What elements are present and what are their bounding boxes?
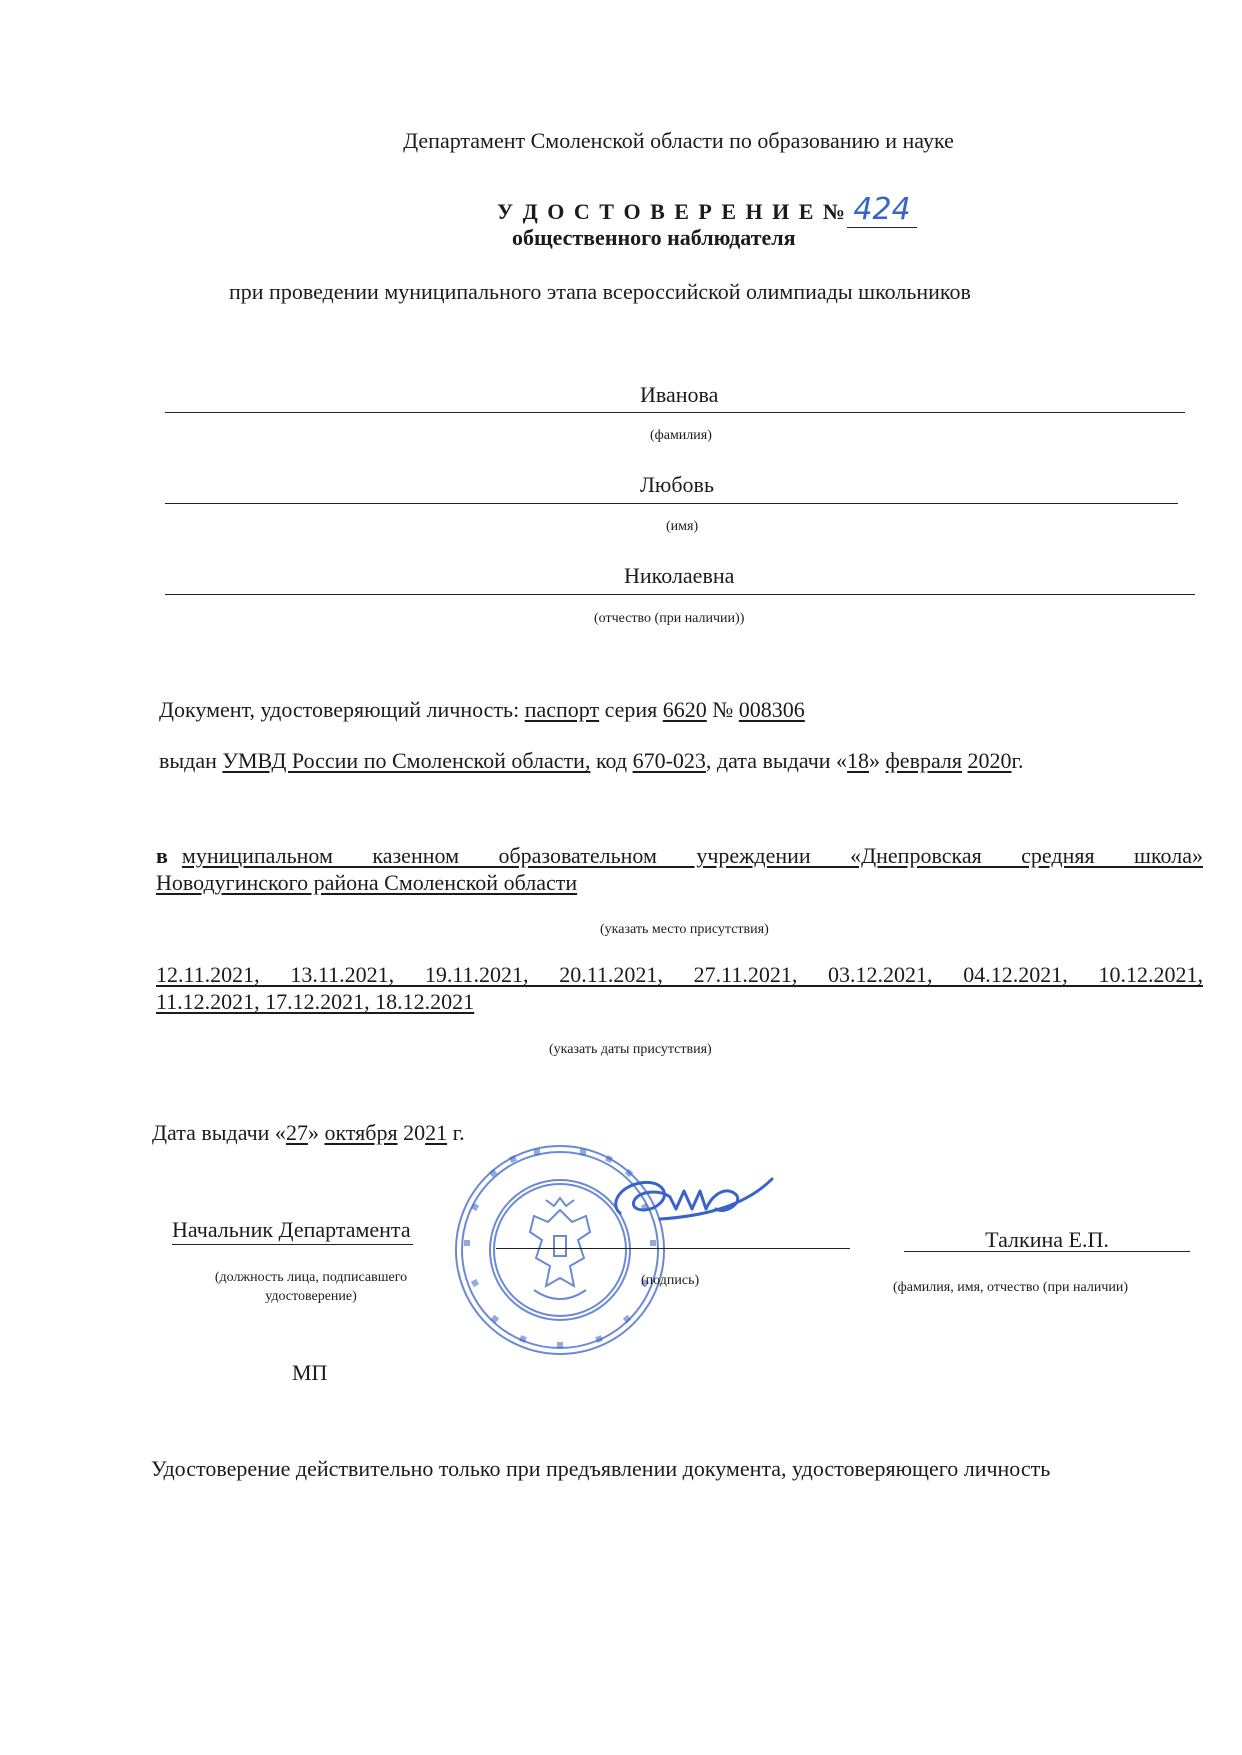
signature-line bbox=[496, 1248, 850, 1249]
issue-month: февраля bbox=[885, 748, 963, 773]
place-prefix: в bbox=[156, 843, 168, 868]
name-line bbox=[165, 503, 1178, 504]
issue-day: 18 bbox=[847, 748, 870, 773]
issue-mid: » bbox=[307, 1120, 325, 1145]
certificate-title-text: У Д О С Т О В Е Р Е Н И Е № bbox=[497, 199, 848, 224]
signer-name-caption: (фамилия, имя, отчество (при наличии) bbox=[893, 1280, 1129, 1295]
attendance-dates-line-2: 11.12.2021, 17.12.2021, 18.12.2021 bbox=[156, 989, 475, 1014]
certificate-issue-year-suffix: 21 bbox=[425, 1120, 448, 1145]
certificate-purpose: при проведении муниципального этапа всероссийской олимпиады школьников bbox=[229, 279, 971, 304]
place-name-line-1: муниципальном казенном образовательном учреждении «Днепровская средняя школа» bbox=[181, 843, 1203, 868]
identity-doc-type: паспорт bbox=[524, 697, 600, 722]
certificate-number: 424 bbox=[847, 192, 917, 228]
signer-position-caption-line-2: удостоверение) bbox=[265, 1289, 357, 1304]
identity-number-label: № bbox=[706, 697, 739, 722]
name-value: Любовь bbox=[640, 472, 714, 497]
code-label: код bbox=[590, 748, 633, 773]
issuer: УМВД России по Смоленской области, bbox=[222, 748, 591, 773]
issue-year-prefix: 20 bbox=[397, 1120, 426, 1145]
issue-end: г. bbox=[447, 1120, 465, 1145]
name-caption: (имя) bbox=[666, 519, 699, 534]
signer-position-caption bbox=[186, 1268, 436, 1306]
issue-date-line bbox=[152, 1120, 465, 1146]
signer-position-caption-line-1: (должность лица, подписавшего bbox=[214, 1270, 408, 1285]
issue-date-label: Дата выдачи « bbox=[152, 1120, 286, 1145]
issue-year-suffix: г. bbox=[1011, 748, 1024, 773]
issue-date-mid: » bbox=[869, 748, 886, 773]
identity-number: 008306 bbox=[738, 697, 805, 722]
issued-label: выдан bbox=[159, 748, 223, 773]
place-name-line-2: Новодугинского района Смоленской области bbox=[156, 870, 578, 895]
certificate-title bbox=[497, 192, 917, 228]
identity-label: Документ, удостоверяющий личность: bbox=[159, 697, 525, 722]
seal-place-mark: МП bbox=[292, 1360, 328, 1385]
identity-series: 6620 bbox=[662, 697, 707, 722]
certificate-issue-day: 27 bbox=[285, 1120, 308, 1145]
identity-issue-line bbox=[159, 748, 1024, 774]
surname-value: Иванова bbox=[640, 382, 719, 407]
issuer-code: 670-023 bbox=[632, 748, 706, 773]
issue-year: 2020 bbox=[967, 748, 1012, 773]
surname-line bbox=[165, 412, 1185, 413]
place-line-1 bbox=[156, 843, 1203, 869]
certificate-issue-month: октября bbox=[324, 1120, 398, 1145]
signer-position: Начальник Департамента bbox=[172, 1217, 413, 1245]
surname-caption: (фамилия) bbox=[650, 428, 712, 443]
patronymic-value: Николаевна bbox=[624, 563, 735, 588]
attendance-dates-line-1: 12.11.2021, 13.11.2021, 19.11.2021, 20.11.2021, 27.11.2021, 03.12.2021, 04.12.2021, 10.12.2021, bbox=[156, 962, 1203, 987]
signer-name: Талкина Е.П. bbox=[904, 1229, 1190, 1252]
dates-caption: (указать даты присутствия) bbox=[549, 1042, 712, 1057]
identity-document-line bbox=[159, 697, 805, 723]
validity-note: Удостоверение действительно только при предъявлении документа, удостоверяющего личность bbox=[151, 1456, 1051, 1481]
signature-caption: (подпись) bbox=[641, 1273, 700, 1288]
patronymic-line bbox=[165, 594, 1195, 595]
department-name: Департамент Смоленской области по образованию и науке bbox=[403, 128, 954, 153]
place-caption: (указать место присутствия) bbox=[600, 922, 769, 937]
patronymic-caption: (отчество (при наличии)) bbox=[594, 611, 745, 626]
certificate-subtitle: общественного наблюдателя bbox=[512, 225, 796, 250]
identity-series-label: серия bbox=[599, 697, 663, 722]
issue-date-label: , дата выдачи « bbox=[705, 748, 848, 773]
handwritten-signature bbox=[600, 1165, 780, 1235]
